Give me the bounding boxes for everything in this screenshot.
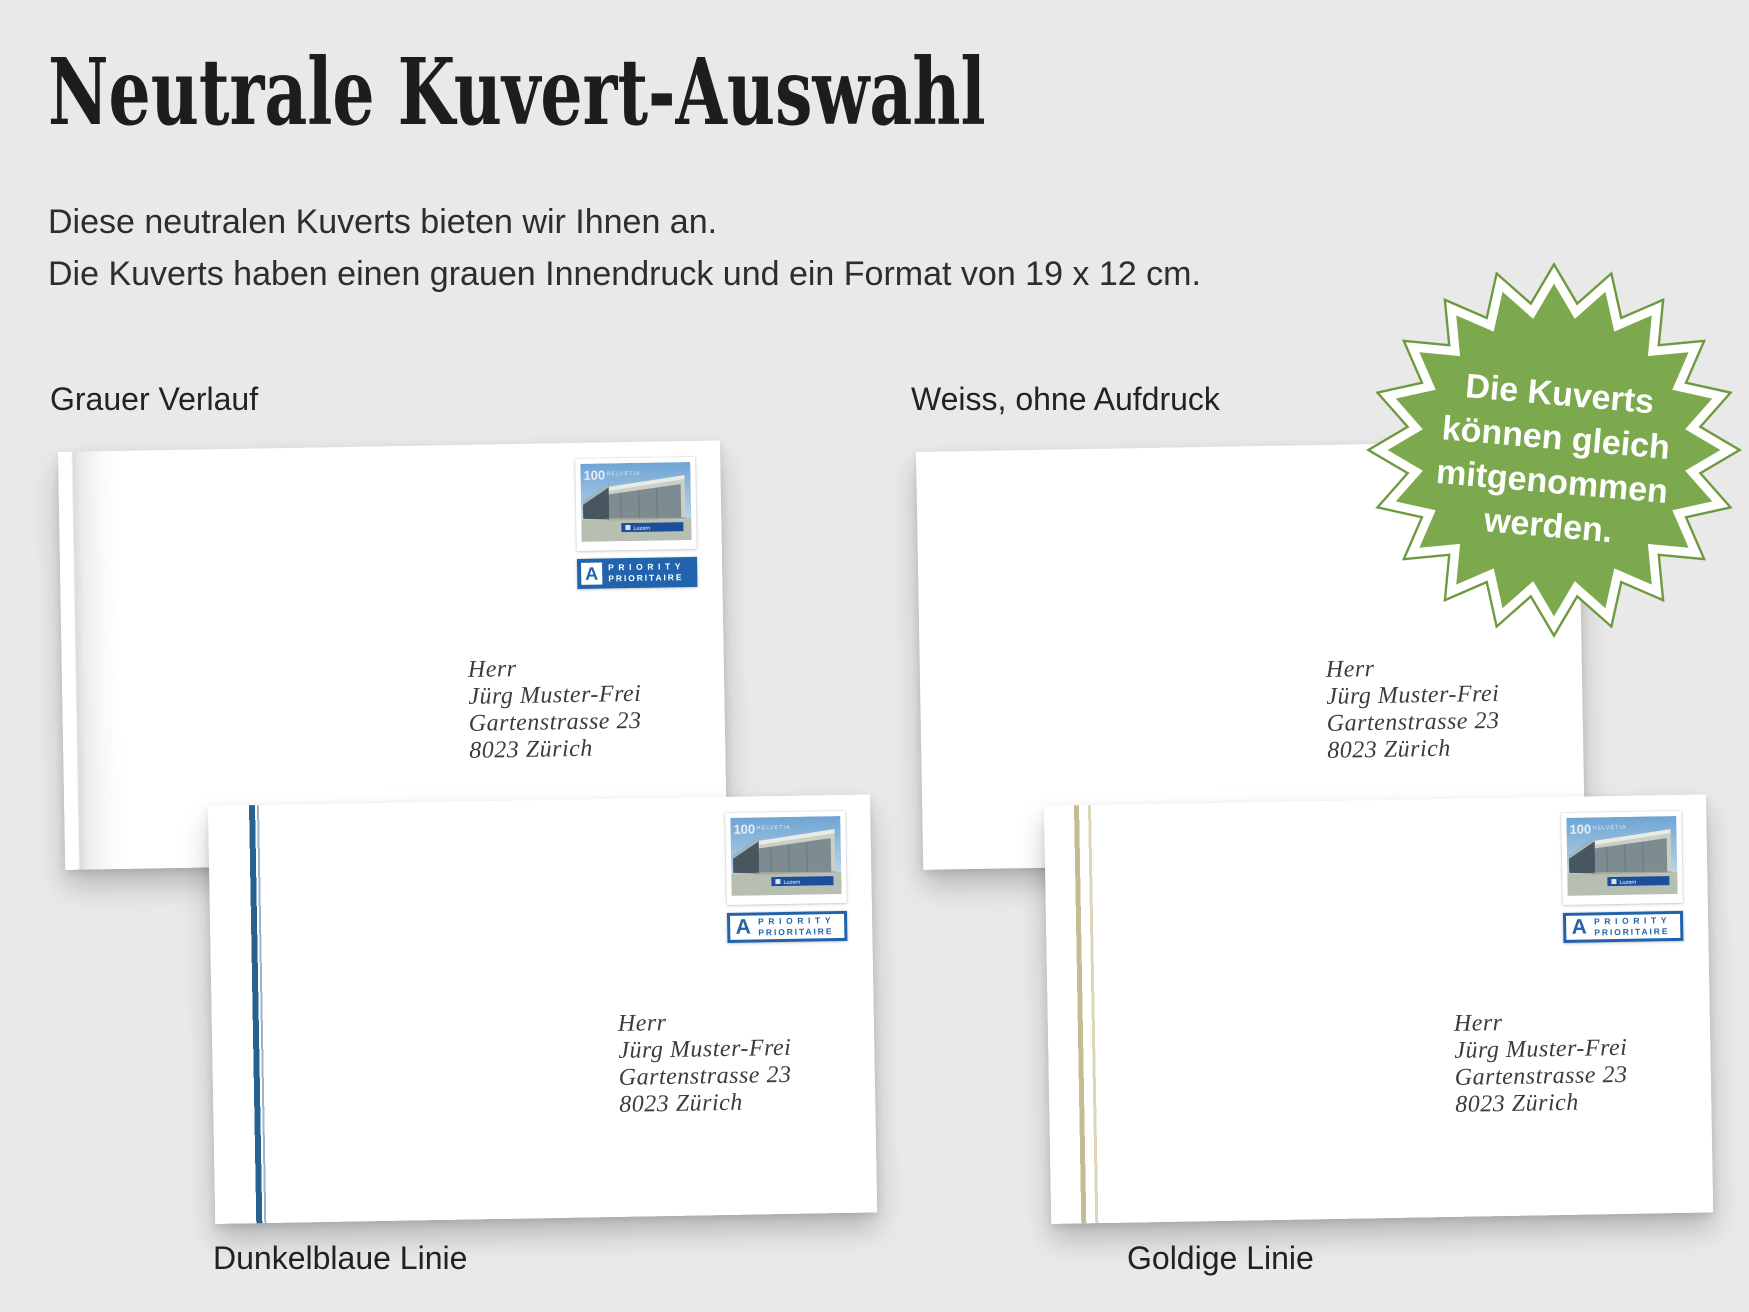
priority-words: PRIORITY PRIORITAIRE xyxy=(1594,915,1672,938)
priority-letter: A xyxy=(581,563,602,585)
intro-line-1: Diese neutralen Kuverts bieten wir Ihnen an. xyxy=(48,203,718,241)
priority-words: PRIORITY PRIORITAIRE xyxy=(758,915,836,938)
address-line: Gartenstrasse 23 xyxy=(1326,707,1500,737)
stamp-country: HELVETIA xyxy=(1592,824,1627,832)
address-line: 8023 Zürich xyxy=(619,1089,744,1118)
address-block xyxy=(468,654,643,765)
label-weiss-ohne-aufdruck: Weiss, ohne Aufdruck xyxy=(911,381,1220,417)
stamp-value: 100 xyxy=(733,821,756,837)
address-line: 8023 Zürich xyxy=(1327,735,1452,764)
page-title: Neutrale Kuvert-Auswahl xyxy=(48,38,986,146)
address-line: Herr xyxy=(1325,656,1375,683)
address-line: Gartenstrasse 23 xyxy=(468,707,642,737)
badge-line: mitgenommen xyxy=(1434,452,1670,511)
badge-line: Die Kuverts xyxy=(1463,367,1656,422)
address-line: Jürg Muster-Frei xyxy=(468,680,642,710)
label-dunkelblaue-linie: Dunkelblaue Linie xyxy=(213,1240,468,1276)
stamp-country: HELVETIA xyxy=(606,470,641,478)
address-line: Jürg Muster-Frei xyxy=(618,1034,792,1064)
envelope-goldige-linie xyxy=(1044,794,1713,1223)
address-line: Herr xyxy=(617,1010,667,1037)
address-line: Gartenstrasse 23 xyxy=(1454,1061,1628,1091)
address-block xyxy=(618,1008,793,1119)
stamp-photo-kkl-luzern xyxy=(580,462,691,542)
address-line: 8023 Zürich xyxy=(469,735,594,764)
a-priority-label xyxy=(727,911,848,943)
stamp-block xyxy=(1561,811,1683,943)
stamp-value: 100 xyxy=(1569,821,1592,837)
address-block xyxy=(1326,654,1501,765)
intro-line-2: Die Kuverts haben einen grauen Innendruck und ein Format von 19 x 12 cm. xyxy=(48,255,1201,293)
helvetia-stamp xyxy=(1561,811,1683,905)
badge-line: können gleich xyxy=(1440,409,1672,467)
priority-letter: A xyxy=(732,916,754,938)
intro-text xyxy=(48,196,1201,300)
label-goldige-linie: Goldige Linie xyxy=(1127,1240,1314,1276)
priority-letter: A xyxy=(1568,916,1590,938)
address-block xyxy=(1454,1008,1629,1119)
a-priority-label xyxy=(577,557,698,589)
helvetia-stamp xyxy=(575,457,697,551)
luzern-label: Luzern xyxy=(1619,879,1637,886)
stamp-photo-kkl-luzern xyxy=(1566,816,1677,896)
label-grauer-verlauf: Grauer Verlauf xyxy=(50,381,259,417)
stamp-country: HELVETIA xyxy=(756,824,791,832)
address-line: Herr xyxy=(1453,1010,1503,1037)
a-priority-label xyxy=(1563,911,1684,943)
address-line: Herr xyxy=(467,656,517,683)
stamp-block xyxy=(575,457,697,589)
address-line: Jürg Muster-Frei xyxy=(1454,1034,1628,1064)
badge-text xyxy=(1377,358,1731,563)
helvetia-stamp xyxy=(725,811,847,905)
priority-words: PRIORITY PRIORITAIRE xyxy=(608,561,686,584)
address-line: 8023 Zürich xyxy=(1455,1089,1580,1118)
luzern-label: Luzern xyxy=(783,879,801,886)
badge-line: werden. xyxy=(1482,501,1614,551)
envelope-dunkelblaue-linie xyxy=(208,794,877,1223)
address-line: Jürg Muster-Frei xyxy=(1326,680,1500,710)
stamp-photo-kkl-luzern xyxy=(730,816,841,896)
luzern-label: Luzern xyxy=(633,525,651,532)
stamp-block xyxy=(725,811,847,943)
address-line: Gartenstrasse 23 xyxy=(618,1061,792,1091)
stamp-value: 100 xyxy=(583,467,606,483)
